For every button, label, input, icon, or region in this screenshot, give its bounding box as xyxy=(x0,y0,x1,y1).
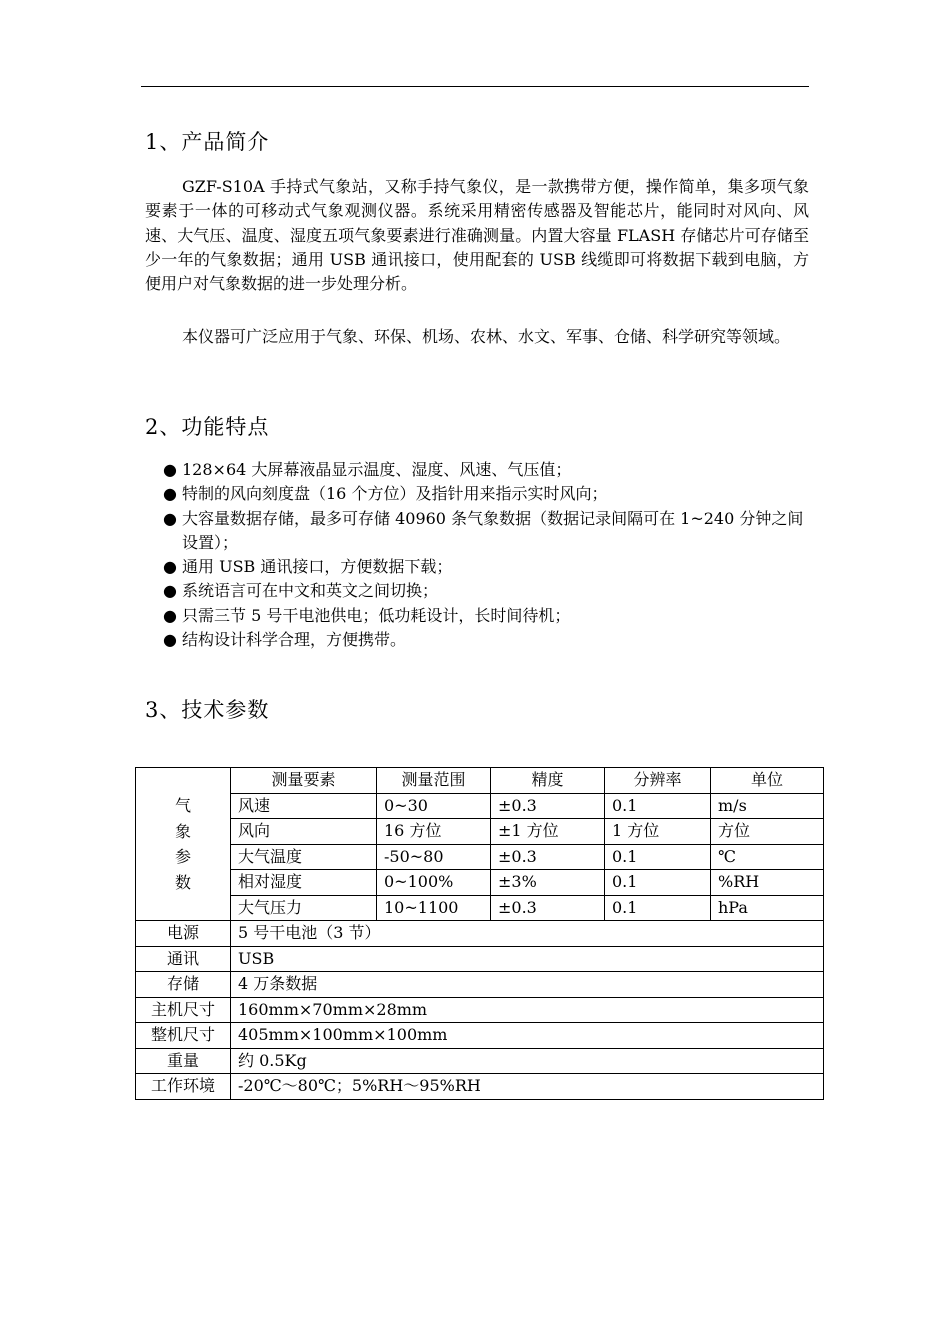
table-row xyxy=(136,895,824,921)
table-cell: %RH xyxy=(711,870,824,896)
table-cell: 0~100% xyxy=(377,870,491,896)
list-item xyxy=(163,628,809,652)
column-header: 测量要素 xyxy=(231,768,377,794)
table-row xyxy=(136,1023,824,1049)
table-cell: 约 0.5Kg xyxy=(231,1048,824,1074)
bullet-icon: ● xyxy=(163,557,177,577)
row-label: 工作环境 xyxy=(136,1074,231,1100)
feature-text: 大容量数据存储，最多可存储 40960 条气象数据（数据记录间隔可在 1~240 分钟之间设置）； xyxy=(182,508,804,552)
bullet-icon: ● xyxy=(163,460,177,479)
intro-paragraph: GZF-S10A 手持式气象站，又称手持气象仪，是一款携带方便，操作简单，集多项气象要素于一体的可移动式气象观测仪器。系统采用精密传感器及智能芯片，能同时对风向、风速、大气压、温度、湿度五项气象要素进行准确测量。内置大容量 FLASH 存储芯片可存储至少一年的气象数据；通用 USB 通讯接口，使用配套的 USB 线缆即可将数据下载到电脑，方便用户对气象数据的进一步处理分析。 xyxy=(145,177,809,294)
table-cell: ±1 方位 xyxy=(491,819,605,845)
spec-table xyxy=(135,767,824,1100)
section-heading-specs: 3、技术参数 xyxy=(145,698,270,722)
table-cell: 风向 xyxy=(231,819,377,845)
table-cell: 0.1 xyxy=(605,870,711,896)
group-label-char: 参 xyxy=(174,847,191,866)
section-heading-intro: 1、产品简介 xyxy=(145,130,270,154)
table-cell: ±0.3 xyxy=(491,844,605,870)
bullet-icon: ● xyxy=(163,581,177,601)
table-cell: ℃ xyxy=(711,844,824,870)
table-cell: 1 方位 xyxy=(605,819,711,845)
group-label-cell xyxy=(136,768,231,921)
table-cell: ±3% xyxy=(491,870,605,896)
bullet-icon: ● xyxy=(163,508,177,528)
table-cell: 0.1 xyxy=(605,793,711,819)
table-cell: 10~1100 xyxy=(377,895,491,921)
feature-text: 128×64 大屏幕液晶显示温度、湿度、风速、气压值； xyxy=(182,460,572,479)
application-paragraph: 本仪器可广泛应用于气象、环保、机场、农林、水文、军事、仓储、科学研究等领域。 xyxy=(182,327,791,346)
table-cell: USB xyxy=(231,946,824,972)
feature-text: 系统语言可在中文和英文之间切换； xyxy=(182,581,439,601)
table-cell: ±0.3 xyxy=(491,895,605,921)
table-row xyxy=(136,870,824,896)
feature-text: 特制的风向刻度盘（16 个方位）及指针用来指示实时风向； xyxy=(182,484,608,504)
table-row xyxy=(136,1074,824,1100)
table-cell: hPa xyxy=(711,895,824,921)
bullet-icon: ● xyxy=(163,630,177,650)
table-cell: -50~80 xyxy=(377,844,491,870)
bullet-icon: ● xyxy=(163,484,177,504)
column-header: 精度 xyxy=(491,768,605,794)
row-label: 重量 xyxy=(136,1048,231,1074)
table-row xyxy=(136,844,824,870)
group-label-char: 气 xyxy=(174,796,191,815)
table-row xyxy=(136,997,824,1023)
group-label-char: 象 xyxy=(174,821,191,841)
table-cell: 相对湿度 xyxy=(231,870,377,896)
column-header: 分辨率 xyxy=(605,768,711,794)
table-row xyxy=(136,921,824,947)
header-rule xyxy=(141,86,809,87)
group-label-char: 数 xyxy=(174,872,191,892)
feature-text: 只需三节 5 号干电池供电；低功耗设计，长时间待机； xyxy=(182,605,571,625)
table-row xyxy=(136,793,824,819)
table-cell: ±0.3 xyxy=(491,793,605,819)
table-row xyxy=(136,1048,824,1074)
row-label: 整机尺寸 xyxy=(136,1023,231,1049)
list-item xyxy=(163,555,809,579)
column-header: 单位 xyxy=(711,768,824,794)
table-cell: 大气温度 xyxy=(231,844,377,870)
table-cell: 405mm×100mm×100mm xyxy=(231,1023,824,1049)
section-heading-features: 2、功能特点 xyxy=(145,415,270,439)
table-cell: 大气压力 xyxy=(231,895,377,921)
table-cell: 0.1 xyxy=(605,844,711,870)
feature-list xyxy=(163,458,809,652)
table-cell: 风速 xyxy=(231,793,377,819)
table-cell: 160mm×70mm×28mm xyxy=(231,997,824,1023)
list-item xyxy=(163,579,809,603)
list-item xyxy=(163,458,809,482)
table-cell: 16 方位 xyxy=(377,819,491,845)
bullet-icon: ● xyxy=(163,605,177,625)
table-cell: 0~30 xyxy=(377,793,491,819)
list-item xyxy=(163,507,809,556)
table-cell: -20℃～80℃；5%RH～95%RH xyxy=(231,1074,824,1100)
column-header: 测量范围 xyxy=(377,768,491,794)
table-cell: m/s xyxy=(711,793,824,819)
feature-text: 通用 USB 通讯接口，方便数据下载； xyxy=(182,557,453,577)
table-cell: 5 号干电池（3 节） xyxy=(231,921,824,947)
row-label: 通讯 xyxy=(136,946,231,972)
row-label: 存储 xyxy=(136,972,231,998)
list-item xyxy=(163,482,809,506)
table-row xyxy=(136,768,824,794)
row-label: 主机尺寸 xyxy=(136,997,231,1023)
table-cell: 0.1 xyxy=(605,895,711,921)
table-cell: 方位 xyxy=(711,819,824,845)
table-row xyxy=(136,819,824,845)
table-cell: 4 万条数据 xyxy=(231,972,824,998)
feature-text: 结构设计科学合理，方便携带。 xyxy=(182,630,407,650)
list-item xyxy=(163,604,809,628)
table-row xyxy=(136,946,824,972)
table-row xyxy=(136,972,824,998)
row-label: 电源 xyxy=(136,921,231,947)
